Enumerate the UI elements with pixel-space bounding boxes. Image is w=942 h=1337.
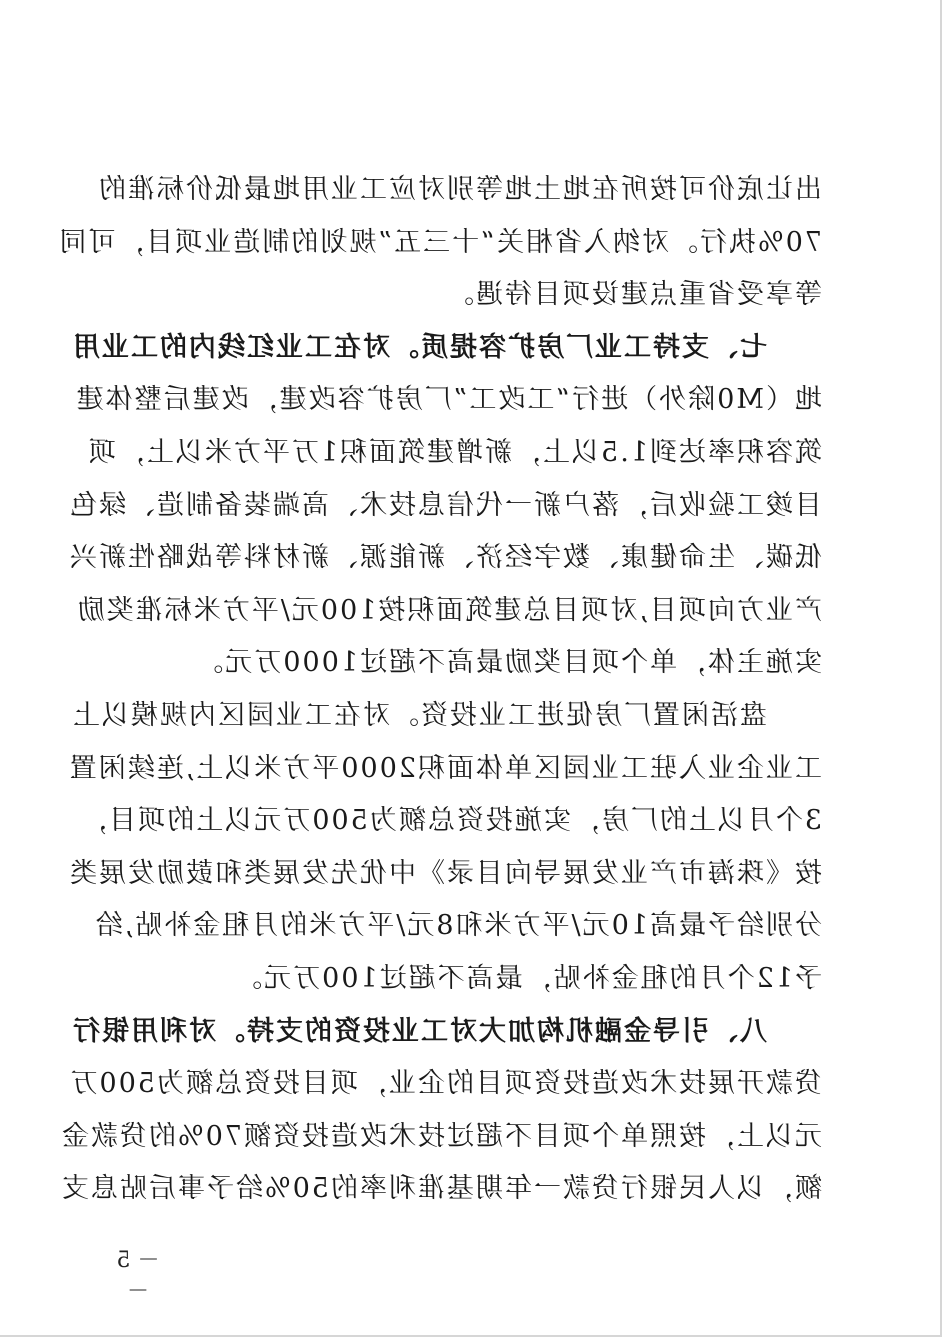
section-heading-line: 八、引导金融机构加大对工业投资的支持。对利用银行 — [71, 1015, 767, 1047]
text-line: 予12个月的租金补贴，最高不超过100万元。 — [233, 962, 822, 994]
text-line: 按《珠海市产业发展导向目录》中优先发展类和鼓励发展类 — [68, 857, 822, 889]
text-line: 低碳、生命健康、数字经济、新能源、新材料等战略性新兴 — [68, 542, 822, 574]
text-line: 元以上，按照单个项目不超过技术改造投资额70%的贷款金 — [59, 1120, 822, 1152]
document-body — [57, 164, 822, 1216]
text-line: 额，以人民银行贷款一年期基准利率的50%给予事后贴息支 — [59, 1173, 822, 1205]
text-line: 工业企业入驻工业园区单体面积2000平方米以上,连续闲置 — [67, 752, 822, 784]
paragraph-start-line: 盘活闲置厂房促进工业投资。对在工业园区内规模以上 — [71, 699, 767, 731]
text-line: 地（M0除外）进行“工改工”厂房扩容改建，改建后整体建 — [74, 384, 822, 416]
section-heading-line: 七、支持工业厂房扩容提质。对在工业红线内的工业用 — [71, 331, 767, 363]
text-line: 分别给予最高10元/平方米和8元/平方米的月租金补贴,给 — [93, 910, 822, 942]
page-number: － 5 － — [116, 1248, 160, 1304]
text-line: 产业方向项目,对项目总建筑面积按100元/平方米标准奖励 — [75, 594, 822, 626]
text-line: 等享受省重点建设项目待遇。 — [445, 279, 822, 311]
text-line: 3个月以上的厂房，实施投资总额为500万元以上的项目， — [78, 805, 822, 837]
text-line: 目竣工验收后，落户新一代信息技术、高端装备制造、绿色 — [68, 489, 822, 521]
text-line: 70%执行。对纳入省相关“十三五”规划的制造业项目，可同 — [57, 226, 822, 258]
text-line: 实施主体，单个项目奖励最高不超过1000万元。 — [194, 647, 822, 679]
text-line: 筑容积率达到1.5以上，新增建筑面积1万平方米以上，项 — [86, 436, 822, 468]
text-line: 贷款开展技术改造投资项目的企业，项目投资总额为500万 — [68, 1068, 822, 1100]
text-line: 出让底价可按所在地土地等别对应工业用地最低价标准的 — [97, 174, 822, 205]
